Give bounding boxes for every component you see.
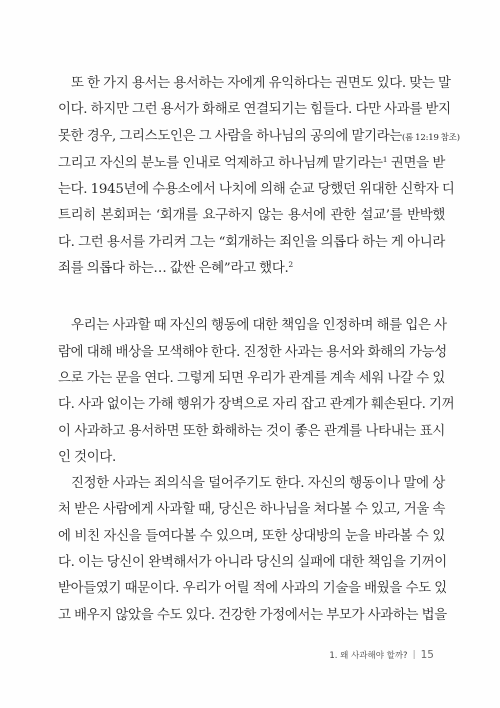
text-line: 이다. 하지만 그런 용서가 화해로 연결되기는 힘들다. 다만 사과를 받지 xyxy=(58,102,451,118)
text-line: 다. 이는 당신이 완벽해서가 아니라 당신의 실패에 대한 책임을 기꺼이 xyxy=(58,555,447,571)
footnote-marker: 2 xyxy=(288,260,293,270)
paragraph-1 xyxy=(58,71,460,282)
chapter-title: 1. 왜 사과해야 할까? xyxy=(329,651,408,661)
text-line: 진정한 사과는 죄의식을 덜어주기도 한다. 자신의 행동이나 말에 상 xyxy=(71,476,445,492)
text-line: 는다. 1945년에 수용소에서 나치에 의해 순교 당했던 위대한 신학자 디 xyxy=(58,182,455,198)
text-line: 인 것이다. xyxy=(58,449,116,465)
text-line: 에 비친 자신을 들여다볼 수 있으며, 또한 상대방의 눈을 바라볼 수 있 xyxy=(58,528,445,544)
paragraph-2 xyxy=(58,313,455,471)
text-line: 또 한 가지 용서는 용서하는 자에게 유익하다는 권면도 있다. 맞는 말 xyxy=(71,76,451,91)
text-line: 고 배우지 않았을 수도 있다. 건강한 가정에서는 부모가 사과하는 법을 xyxy=(58,607,447,623)
footnote-marker: 1 xyxy=(382,154,388,164)
text-line: 람에 대해 배상을 모색해야 한다. 진정한 사과는 용서와 화해의 가능성 xyxy=(58,344,447,360)
scripture-reference: (롬 12:19 참조) xyxy=(402,132,460,143)
text-line: 으로 가는 문을 연다. 그렇게 되면 우리가 관계를 계속 세워 나갈 수 있 xyxy=(58,370,445,386)
text-line: 다. 그런 용서를 가리켜 그는 “회개하는 죄인을 의롭다 하는 게 아니라 xyxy=(58,234,445,250)
text-line: 트리히 본회퍼는 ‘회개를 요구하지 않는 용서에 관한 설교’를 반박했 xyxy=(58,208,445,224)
text-line: 그리고 자신의 분노를 인내로 억제하고 하나님께 맡기라는 xyxy=(58,155,383,171)
text-line: 다. 사과 없이는 가해 행위가 장벽으로 자리 잡고 관계가 훼손된다. 기꺼 xyxy=(58,397,455,413)
text-line: 못한 경우, 그리스도인은 그 사람을 하나님의 공의에 맡기라는 xyxy=(58,128,403,144)
text-line: 죄를 의롭다 하는… 값싼 은혜”라고 했다. xyxy=(58,261,289,277)
text-line: 이 사과하고 용서하면 또한 화해하는 것이 좋은 관계를 나타내는 표시 xyxy=(58,423,445,439)
paragraph-3 xyxy=(58,471,445,629)
text-line: 처 받은 사람에게 사과할 때, 당신은 하나님을 쳐다볼 수 있고, 거울 속 xyxy=(58,502,446,518)
body-text xyxy=(58,71,460,629)
paragraph-gap xyxy=(58,282,445,313)
page-number: 15 xyxy=(420,649,434,661)
text-line: 권면을 받 xyxy=(390,155,445,171)
page-footer xyxy=(329,649,434,661)
text-line: 받아들였기 때문이다. 우리가 어릴 적에 사과의 기술을 배웠을 수도 있 xyxy=(58,581,447,597)
footer-separator: | xyxy=(412,650,416,660)
text-line: 우리는 사과할 때 자신의 행동에 대한 책임을 인정하며 해를 입은 사 xyxy=(71,318,447,334)
